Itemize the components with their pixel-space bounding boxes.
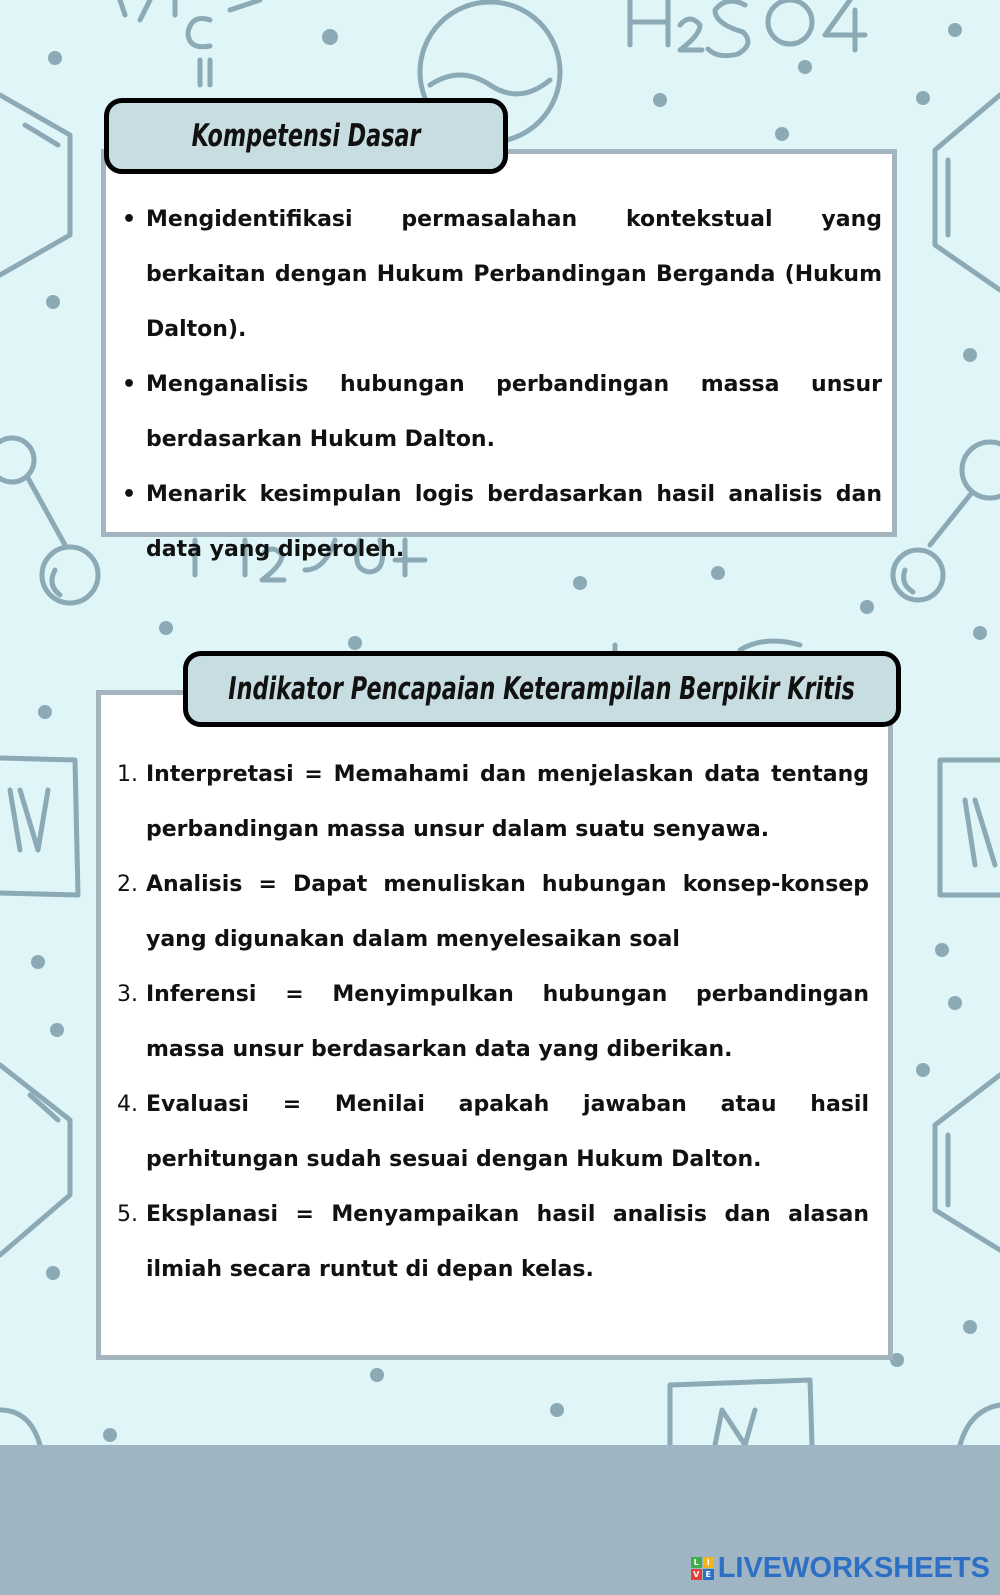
hexagon-left-bottom xyxy=(0,1065,70,1255)
kompetensi-item: • Menganalisis hubungan perbandingan massa unsur berdasarkan Hukum Dalton. xyxy=(122,357,882,467)
kompetensi-dasar-title-badge xyxy=(104,98,508,174)
formula-top-doodle xyxy=(630,0,865,56)
kompetensi-item: • Mengidentifikasi permasalahan kontekstual yang berkaitan dengan Hukum Perbandingan Berganda (Hukum Dalton). xyxy=(122,192,882,357)
liveworksheets-wordmark: LIVEWORKSHEETS xyxy=(717,1552,990,1584)
indikator-item: 3. Inferensi = Menyimpulkan hubungan perbandingan massa unsur berdasarkan data yang diberikan. xyxy=(117,967,869,1077)
molecule-left xyxy=(0,438,98,603)
element-box-left xyxy=(0,758,78,895)
bullet-icon: • xyxy=(122,372,137,397)
item-number: 4. xyxy=(117,1092,138,1117)
indikator-title-badge xyxy=(183,651,901,727)
indikator-item: 2. Analisis = Dapat menuliskan hubungan konsep-konsep yang digunakan dalam menyelesaikan soal xyxy=(117,857,869,967)
hexagon-right-top xyxy=(935,95,1000,290)
hexagon-right-bottom xyxy=(935,1075,1000,1250)
indikator-item: 5. Eksplanasi = Menyampaikan hasil analisis dan alasan ilmiah secara runtut di depan kelas. xyxy=(117,1187,869,1297)
indikator-title: Indikator Pencapaian Keterampilan Berpikir Kritis xyxy=(228,671,856,707)
kompetensi-dasar-title: Kompetensi Dasar xyxy=(191,118,421,154)
liveworksheets-brand[interactable] xyxy=(691,1552,990,1585)
bullet-icon: • xyxy=(122,207,137,232)
kompetensi-dasar-list xyxy=(122,192,882,577)
item-number: 5. xyxy=(117,1202,138,1227)
hexagon-left-top xyxy=(0,95,70,275)
item-number: 1. xyxy=(117,762,138,787)
indikator-list xyxy=(117,747,869,1297)
item-number: 3. xyxy=(117,982,138,1007)
indikator-item: 1. Interpretasi = Memahami dan menjelaskan data tentang perbandingan massa unsur dalam suatu senyawa. xyxy=(117,747,869,857)
liveworksheets-logo-icon: L I V E xyxy=(691,1557,714,1580)
molecule-right xyxy=(893,442,1000,600)
carbon-doodle xyxy=(120,0,260,85)
element-box-bottom xyxy=(670,1380,812,1445)
item-number: 2. xyxy=(117,872,138,897)
indikator-item: 4. Evaluasi = Menilai apakah jawaban atau hasil perhitungan sudah sesuai dengan Hukum Dalton. xyxy=(117,1077,869,1187)
footer-bar xyxy=(0,1445,1000,1595)
kompetensi-item: • Menarik kesimpulan logis berdasarkan hasil analisis dan data yang diperoleh. xyxy=(122,467,882,577)
element-box-right xyxy=(940,760,1000,895)
bullet-icon: • xyxy=(122,482,137,507)
